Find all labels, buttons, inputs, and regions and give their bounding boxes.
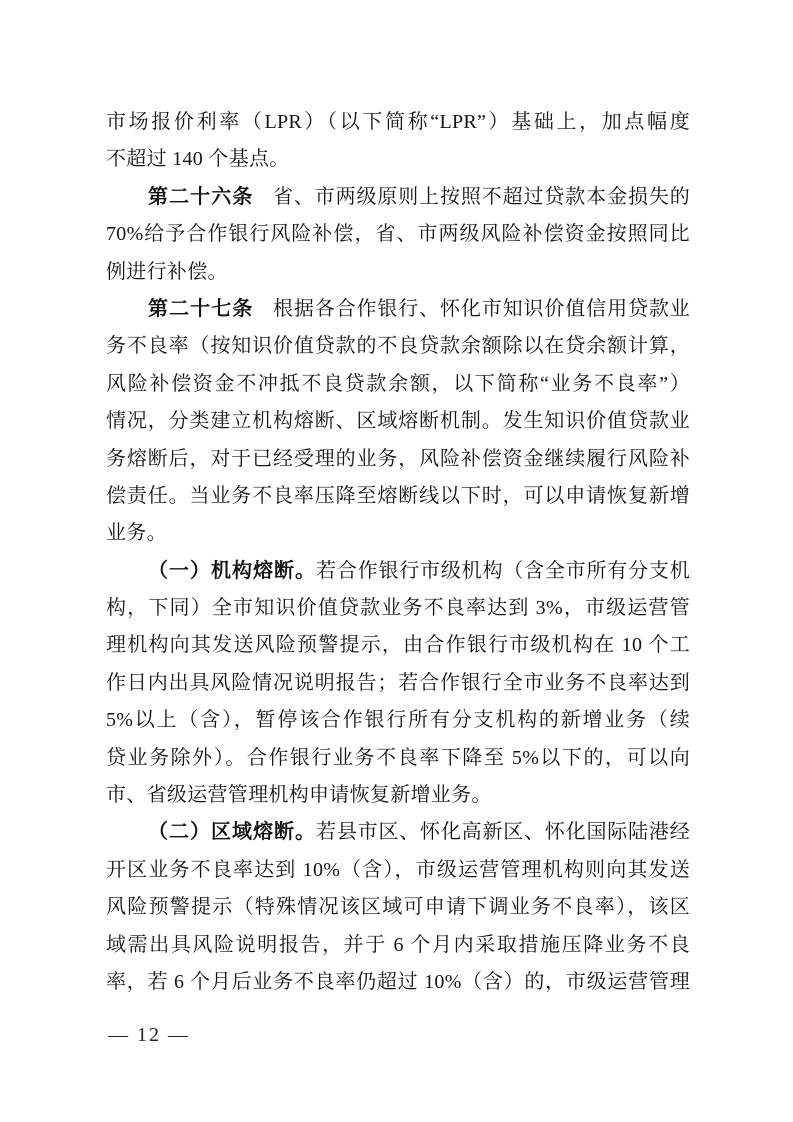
doc-line [106,291,690,328]
line-text: 务熔断后，对于已经受理的业务，风险补偿资金继续履行风险补 [106,447,690,470]
article-26-heading: 第二十六条 [148,185,254,208]
line-text: 风险补偿资金不冲抵不良贷款余额，以下简称“业务不良率”） [106,372,690,395]
doc-line [106,665,690,702]
doc-line [106,627,690,664]
line-text: 市、省级运营管理机构申请恢复新增业务。 [106,784,492,807]
line-text: 情况，分类建立机构熔断、区域熔断机制。发生知识价值贷款业 [106,410,690,433]
line-text: 率，若 6 个月后业务不良率仍超过 10%（含）的，市级运营管理 [106,970,690,993]
doc-line [106,478,690,515]
line-text: 市场报价利率（LPR）（以下简称“LPR”）基础上，加点幅度 [106,111,690,133]
document-body [106,104,690,1001]
line-text: 业务。 [106,522,167,545]
doc-line [106,702,690,739]
doc-line [106,515,690,552]
item-1-institution-fuse-heading: （一）机构熔断。 [148,559,317,582]
line-text: 域需出具风险说明报告，并于 6 个月内采取措施压降业务不良 [106,933,690,956]
line-text: 70%给予合作银行风险补偿，省、市两级风险补偿资金按照同比 [106,223,690,246]
line-text: 省、市两级原则上按照不超过贷款本金损失的 [272,185,690,208]
doc-line [106,366,690,403]
item-2-region-fuse-heading: （二）区域熔断。 [148,821,317,844]
doc-line [106,403,690,440]
doc-line [106,964,690,1001]
page-number: — 12 — [108,1024,190,1046]
doc-line [106,104,690,141]
heading-gap [253,314,272,315]
doc-line [106,441,690,478]
line-text: 贷业务除外）。合作银行业务不良率下降至 5%以下的，可以向 [106,746,690,769]
line-text: 作日内出具风险情况说明报告；若合作银行全市业务不良率达到 [106,671,690,694]
line-text: 5%以上（含），暂停该合作银行所有分支机构的新增业务（续 [106,709,690,732]
line-text: 偿责任。当业务不良率压降至熔断线以下时，可以申请恢复新增 [106,484,690,507]
article-27-heading: 第二十七条 [148,297,254,320]
doc-line [106,814,690,851]
doc-line [106,852,690,889]
doc-line [106,777,690,814]
doc-line [106,141,690,178]
line-text: 开区业务不良率达到 10%（含），市级运营管理机构则向其发送 [106,858,690,881]
line-text: 若县市区、怀化高新区、怀化国际陆港经 [316,821,690,844]
line-text: 若合作银行市级机构（含全市所有分支机 [316,559,690,582]
doc-line [106,927,690,964]
line-text: 风险预警提示（特殊情况该区域可申请下调业务不良率），该区 [106,896,690,919]
line-text: 务不良率（按知识价值贷款的不良贷款余额除以在贷余额计算， [106,335,690,358]
doc-line [106,889,690,926]
doc-line [106,328,690,365]
line-text: 根据各合作银行、怀化市知识价值信用贷款业 [272,297,690,320]
doc-line [106,216,690,253]
doc-line [106,179,690,216]
doc-line [106,590,690,627]
heading-gap [253,202,272,203]
line-text: 构，下同）全市知识价值贷款业务不良率达到 3%，市级运营管 [106,597,690,620]
doc-line [106,740,690,777]
doc-line [106,553,690,590]
doc-line [106,254,690,291]
line-text: 例进行补偿。 [106,260,228,283]
line-text: 理机构向其发送风险预警提示，由合作银行市级机构在 10 个工 [106,634,690,657]
line-text: 不超过 140 个基点。 [106,148,290,171]
